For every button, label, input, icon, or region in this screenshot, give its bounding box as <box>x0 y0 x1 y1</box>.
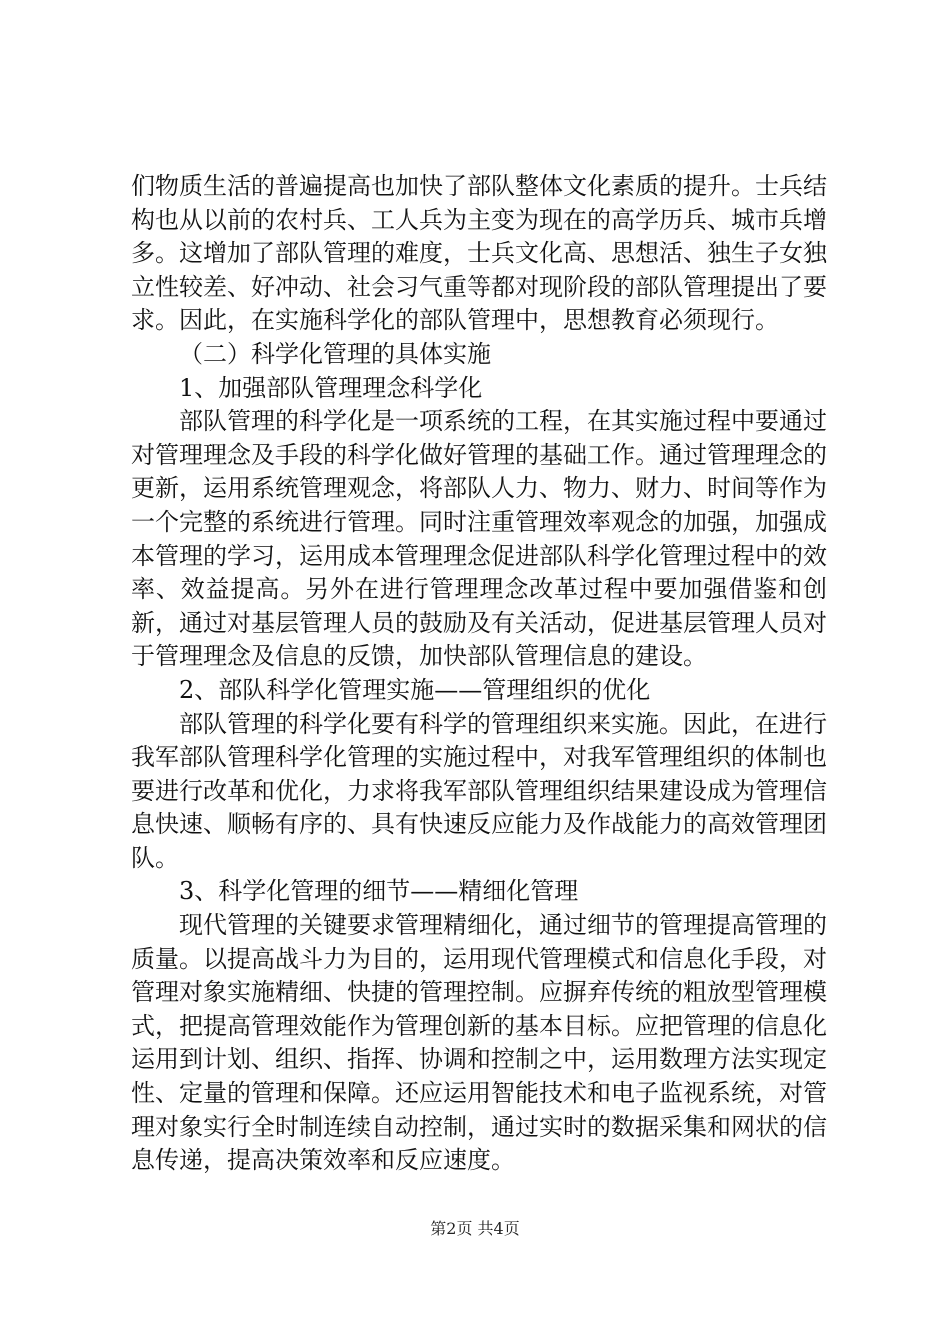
subheading-2: 2、部队科学化管理实施——管理组织的优化 <box>179 675 651 704</box>
paragraph-continued: 们物质生活的普遍提高也加快了部队整体文化素质的提升。士兵结构也从以前的农村兵、工人兵为主变为现在的高学历兵、城市兵增多。这增加了部队管理的难度，士兵文化高、思想活、独生子女独立性较差、好冲动、社会习气重等都对现阶段的部队管理提出了要求。因此，在实施科学化的部队管理中，思想教育必须现行。 <box>131 172 827 335</box>
page-footer: 第2页 共4页 <box>430 1219 520 1238</box>
section-heading: （二）科学化管理的具体实施 <box>179 339 491 368</box>
subheading-3: 3、科学化管理的细节——精细化管理 <box>179 877 579 906</box>
subheading-1: 1、加强部队管理理念科学化 <box>179 373 483 402</box>
document-body <box>131 170 827 1178</box>
paragraph-2: 部队管理的科学化要有科学的管理组织来实施。因此，在进行我军部队管理科学化管理的实施过程中，对我军管理组织的体制也要进行改革和优化，力求将我军部队管理组织结果建设成为管理信息快速、顺畅有序的、具有快速反应能力及作战能力的高效管理团队。 <box>131 709 827 872</box>
paragraph-1: 部队管理的科学化是一项系统的工程，在其实施过程中要通过对管理理念及手段的科学化做好管理的基础工作。通过管理理念的更新，运用系统管理观念，将部队人力、物力、财力、时间等作为一个完整的系统进行管理。同时注重管理效率观念的加强，加强成本管理的学习，运用成本管理理念促进部队科学化管理过程中的效率、效益提高。另外在进行管理理念改革过程中要加强借鉴和创新，通过对基层管理人员的鼓励及有关活动，促进基层管理人员对于管理理念及信息的反馈，加快部队管理信息的建设。 <box>131 407 827 671</box>
paragraph-3: 现代管理的关键要求管理精细化，通过细节的管理提高管理的质量。以提高战斗力为目的，运用现代管理模式和信息化手段，对管理对象实施精细、快捷的管理控制。应摒弃传统的粗放型管理模式，把提高管理效能作为管理创新的基本目标。应把管理的信息化运用到计划、组织、指挥、协调和控制之中，运用数理方法实现定性、定量的管理和保障。还应运用智能技术和电子监视系统，对管理对象实行全时制连续自动控制，通过实时的数据采集和网状的信息传递，提高决策效率和反应速度。 <box>131 911 827 1175</box>
